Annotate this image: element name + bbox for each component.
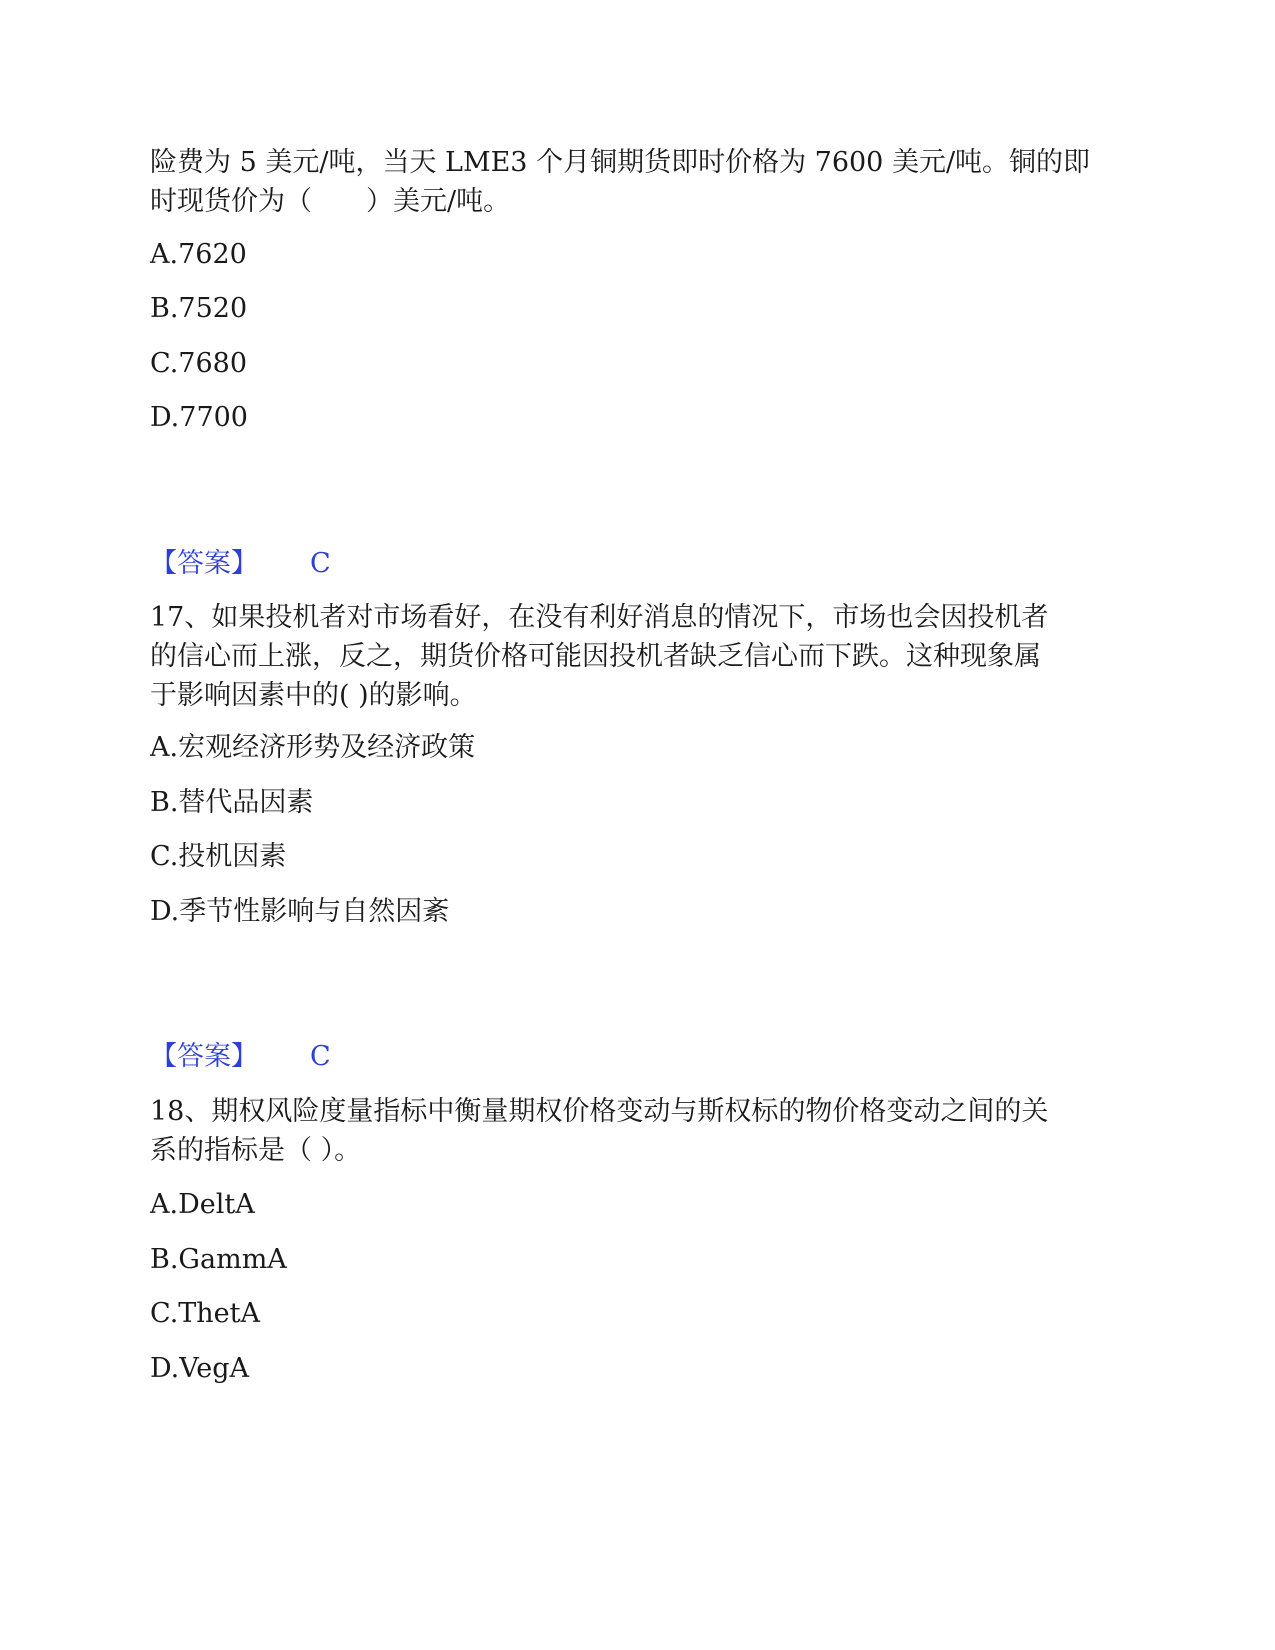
q16-stem-line-2: 时现货价为（ ）美元/吨。 bbox=[150, 186, 511, 217]
q18-stem-line-2: 系的指标是（ ）。 bbox=[150, 1135, 362, 1166]
q18-option-d: D.VegA bbox=[150, 1353, 250, 1384]
q18-option-b: B.GammA bbox=[150, 1244, 287, 1275]
answer-value: C bbox=[310, 1041, 331, 1072]
q16-option-b: B.7520 bbox=[150, 293, 248, 324]
q17-stem-line-2: 的信心而上涨，反之，期货价格可能因投机者缺乏信心而下跌。这种现象属 bbox=[150, 641, 1041, 672]
answer-label: 【答案】 bbox=[150, 1041, 258, 1072]
q17-stem-line-1: 17、如果投机者对市场看好，在没有利好消息的情况下，市场也会因投机者 bbox=[150, 602, 1049, 633]
q18-option-a: A.DeltA bbox=[150, 1189, 255, 1220]
q17-answer bbox=[150, 1040, 331, 1074]
answer-value: C bbox=[310, 548, 331, 579]
q17-option-c: C.投机因素 bbox=[150, 841, 287, 872]
q18-stem-line-1: 18、期权风险度量指标中衡量期权价格变动与斯权标的物价格变动之间的关 bbox=[150, 1096, 1049, 1127]
q16-stem-line-1: 险费为 5 美元/吨，当天 LME3 个月铜期货即时价格为 7600 美元/吨。铜的即 bbox=[150, 147, 1091, 178]
q18-option-c: C.ThetA bbox=[150, 1298, 261, 1329]
answer-label: 【答案】 bbox=[150, 548, 258, 579]
q16-option-c: C.7680 bbox=[150, 348, 247, 379]
q17-option-b: B.替代品因素 bbox=[150, 787, 314, 818]
q17-option-d: D.季节性影响与自然因紊 bbox=[150, 896, 450, 927]
q17-stem-line-3: 于影响因素中的( )的影响。 bbox=[150, 680, 477, 711]
q16-answer bbox=[150, 547, 331, 581]
q17-option-a: A.宏观经济形势及经济政策 bbox=[150, 732, 476, 763]
q16-option-a: A.7620 bbox=[150, 239, 247, 270]
q16-option-d: D.7700 bbox=[150, 402, 248, 433]
